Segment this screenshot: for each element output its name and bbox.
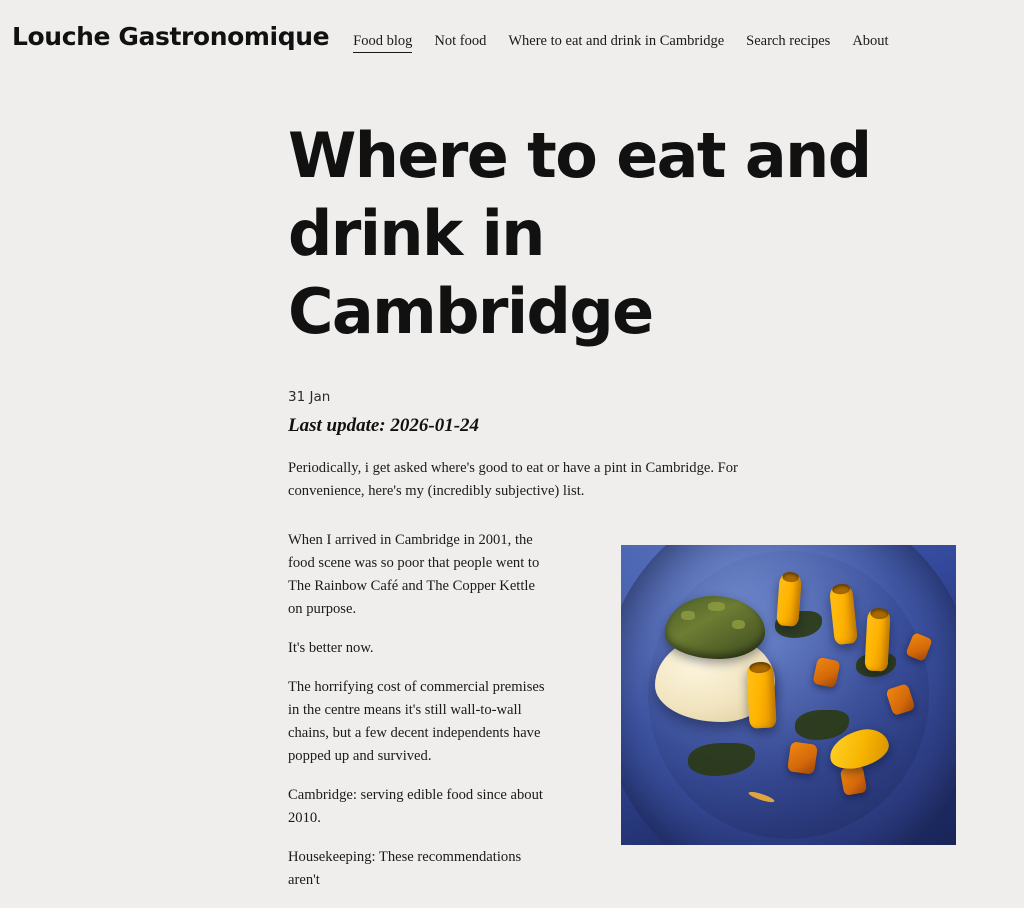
herb-fleck: [732, 620, 745, 629]
article-image: [621, 545, 956, 845]
article-text-column: [288, 529, 553, 908]
site-header: [0, 0, 1024, 55]
nav-item-about[interactable]: About: [852, 33, 889, 49]
article-body: [288, 529, 996, 908]
article: [0, 117, 1024, 908]
main-navigation: [353, 33, 888, 55]
roast-squash: [787, 741, 818, 774]
food-photo: [621, 545, 956, 845]
nav-item-food-blog[interactable]: Food blog: [353, 33, 412, 53]
pasta-tube: [864, 610, 891, 671]
pasta-tube: [747, 664, 777, 728]
article-paragraph: Housekeeping: These recommendations aren't: [288, 849, 522, 889]
pasta-tube: [777, 574, 802, 626]
article-paragraph: It's better now.: [288, 639, 374, 656]
nav-item-search-recipes[interactable]: Search recipes: [746, 33, 831, 49]
last-update: Last update: 2026-01-24: [288, 415, 480, 437]
site-title: Louche Gastronomique: [12, 22, 330, 51]
article-paragraph: The horrifying cost of commercial premises in the centre means it's still wall-to-wall chains, but a few decent independents have popped up and survived.: [288, 678, 545, 764]
nav-item-not-food[interactable]: Not food: [434, 33, 487, 49]
article-paragraph: Cambridge: serving edible food since about 2010.: [288, 786, 543, 827]
post-date: 31 Jan: [288, 389, 331, 406]
nav-item-where-to-eat[interactable]: Where to eat and drink in Cambridge: [508, 33, 725, 49]
herb-fleck: [708, 602, 725, 611]
herb-fleck: [681, 611, 694, 620]
page-title: Where to eat and drink in Cambridge: [288, 119, 871, 349]
article-intro: Periodically, i get asked where's good to eat or have a pint in Cambridge. For convenience, here's my (incredibly subjective) list.: [288, 460, 738, 499]
article-paragraph: When I arrived in Cambridge in 2001, the food scene was so poor that people went to The Rainbow Café and The Copper Kettle on purpose.: [288, 531, 540, 617]
